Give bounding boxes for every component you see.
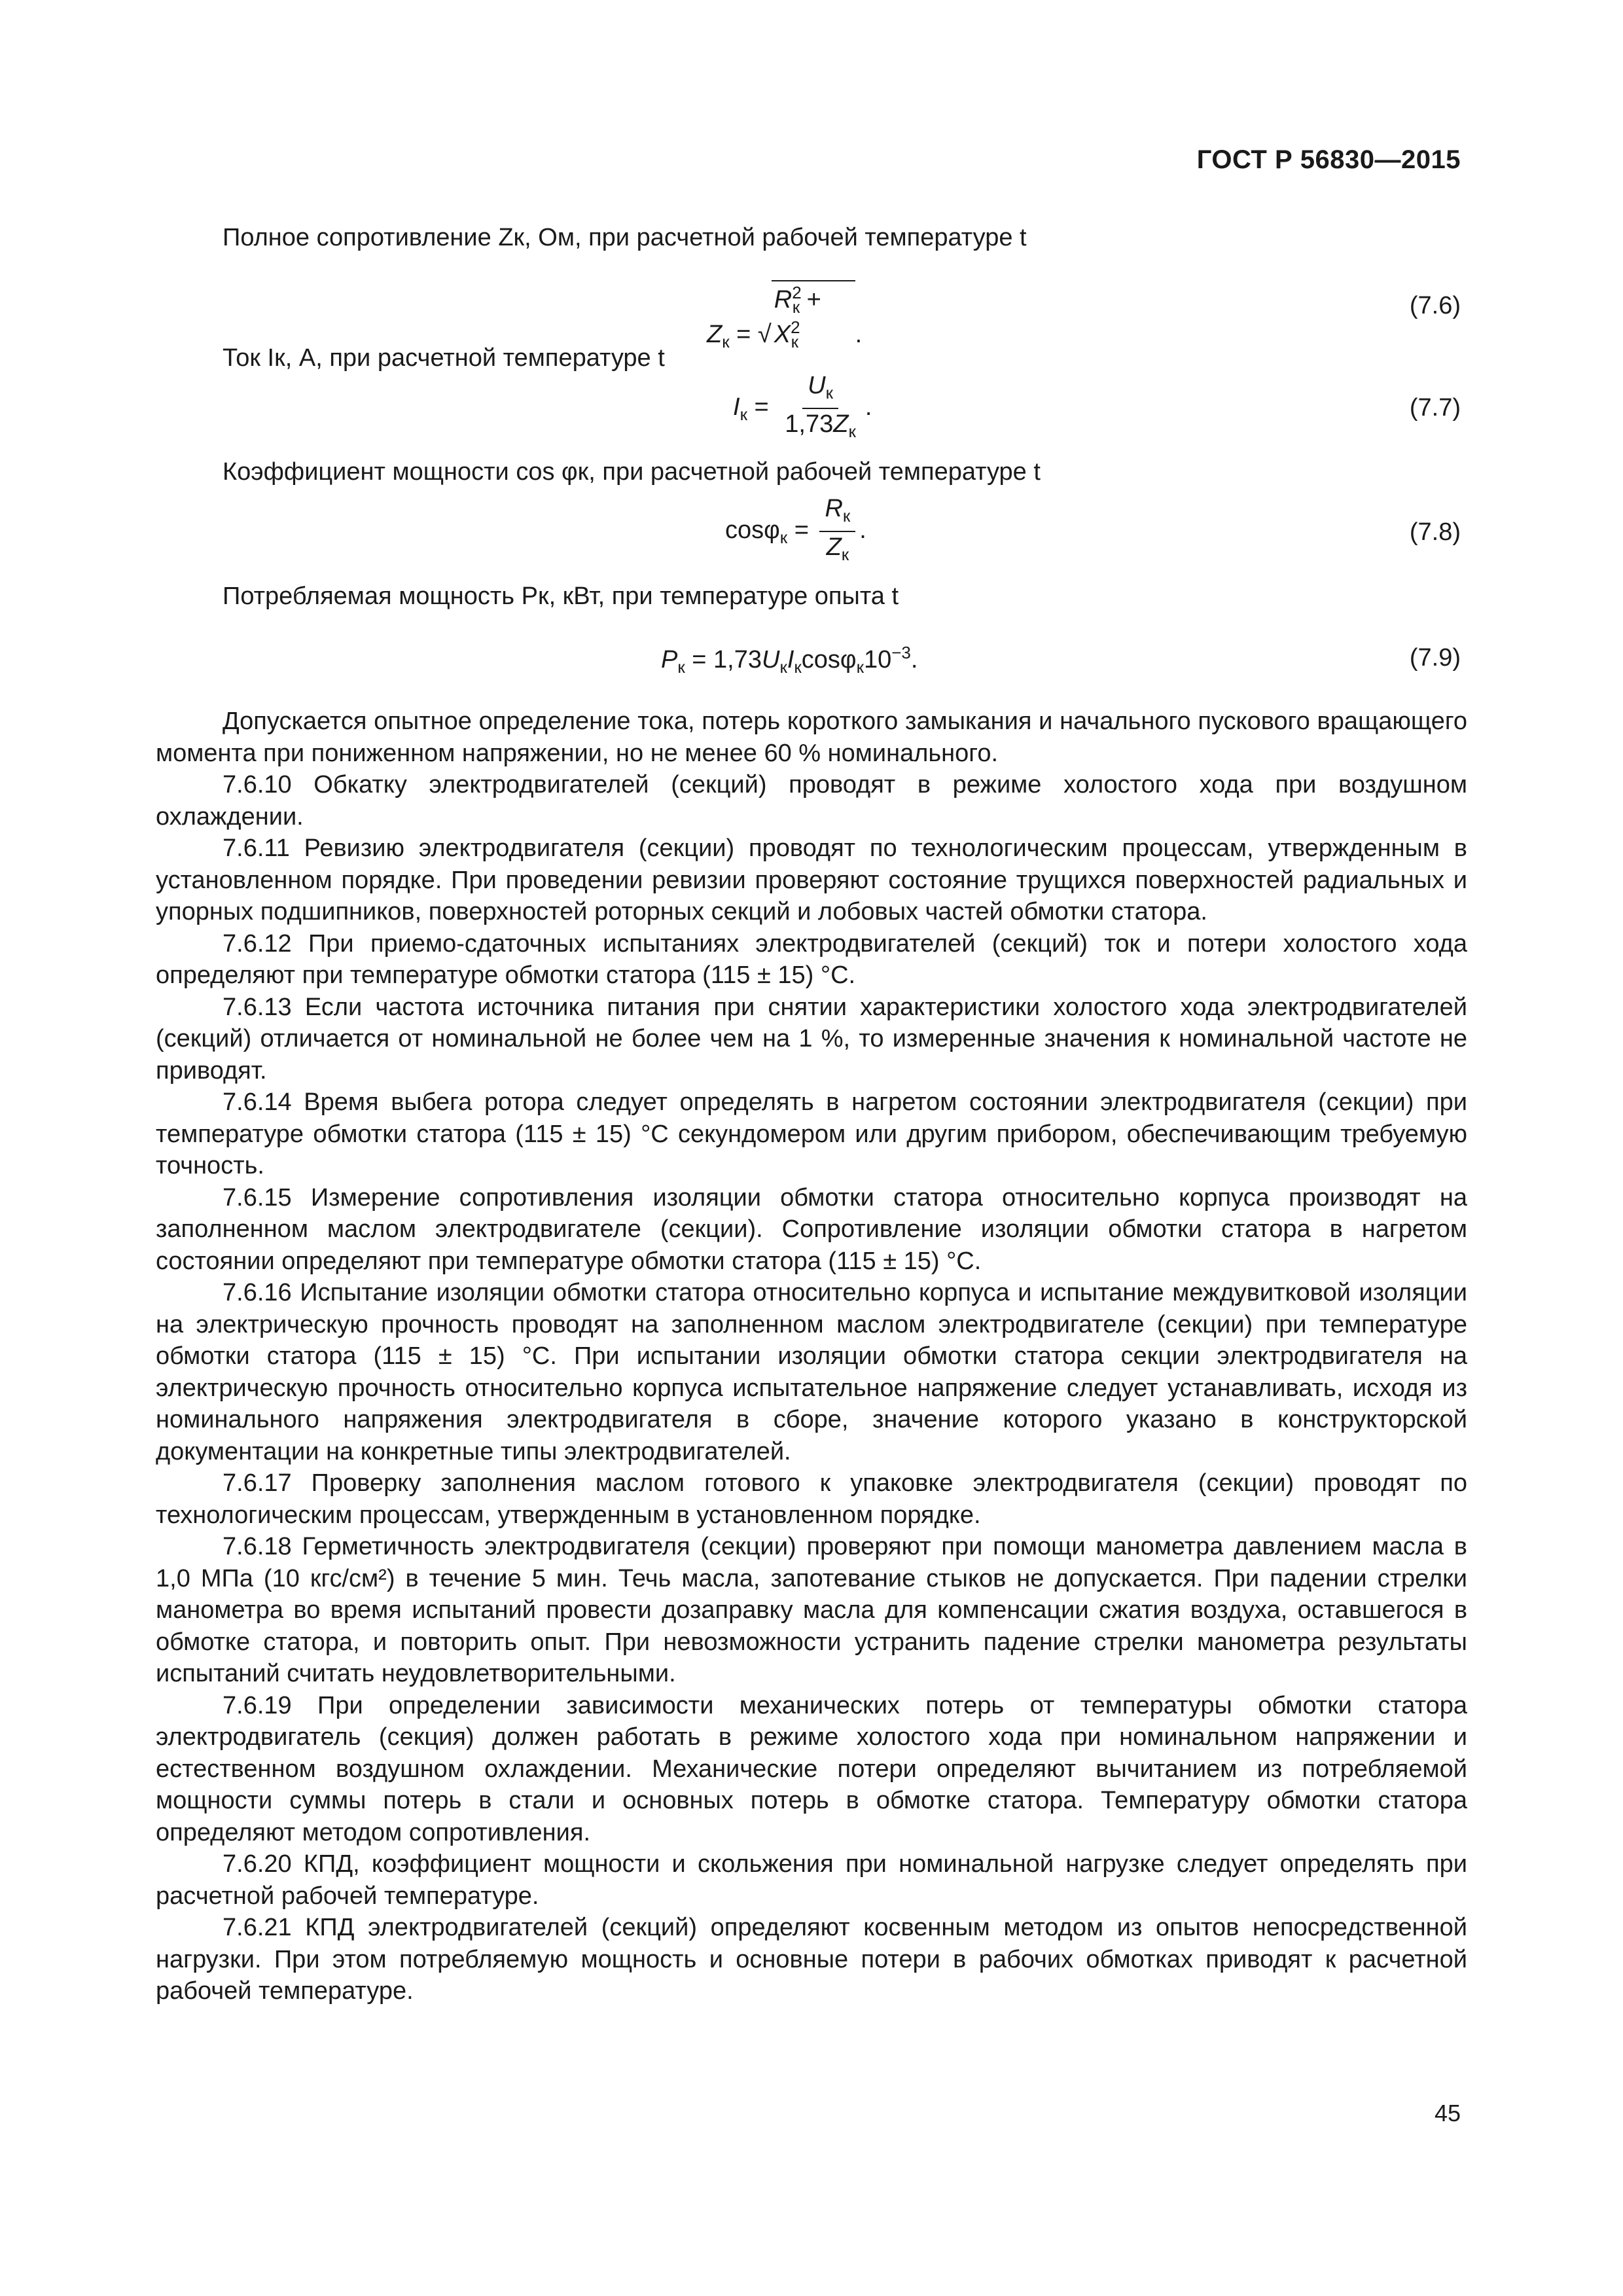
paragraph: 7.6.11 Ревизию электродвигателя (секции) проводят по технологическим процессам, утвержденным в установленном порядке. При проведении ревизии проверяют состояние трущихся поверхностей радиальных и упорных подшипников, поверхностей роторных секций и лобовых частей обмотки статора. — [156, 834, 1467, 925]
paragraph: Допускается опытное определение тока, потерь короткого замыкания и начального пускового вращающего момента при пониженном напряжении, но не менее 60 % номинального. — [156, 708, 1467, 767]
paragraph: 7.6.15 Измерение сопротивления изоляции обмотки статора относительно корпуса производят на заполненном маслом электродвигателе (секции). Сопротивление изоляции обмотки статора в нагретом состоянии определяют при температуре обмотки статора (115 ± 15) °С. — [156, 1183, 1467, 1275]
paragraph: 7.6.21 КПД электродвигателей (секций) определяют косвенным методом из опытов непосредственной нагрузки. При этом потребляемую мощность и основные потери в рабочих обмотках приводят к расчетной рабочей температуре. — [156, 1914, 1467, 2005]
paragraph: 7.6.14 Время выбега ротора следует определять в нагретом состоянии электродвигателя (секции) при температуре обмотки статора (115 ± 15) °С секундомером или другим прибором, обеспечивающим требуемую точность. — [156, 1088, 1467, 1179]
paragraph: 7.6.10 Обкатку электродвигателей (секций) проводят в режиме холостого хода при воздушном охлаждении. — [156, 771, 1467, 831]
equation-number: (7.7) — [1409, 394, 1461, 422]
coefficient: 1,73 — [785, 410, 834, 438]
paragraph: 7.6.17 Проверку заполнения маслом готового к упаковке электродвигателя (секции) проводят по технологическим процессам, утвержденным в установленном порядке. — [156, 1469, 1467, 1529]
paragraph: 7.6.19 При определении зависимости механических потерь от температуры обмотки статора электродвигатель (секция) должен работать в режиме холостого хода при номинальном напряжении и естественном воздушном охлаждении. Механические потери определяют вычитанием из потребляемой мощности суммы потерь в стали и основных потерь в обмотке статора. Температуру обмотки статора определяют методом сопротивления. — [156, 1691, 1467, 1846]
impedance-intro: Полное сопротивление Zк, Ом, при расчетной рабочей температуре t — [223, 224, 1027, 251]
formula-7-6: $Z_к = √R^2_к + X^2_к$ . — [707, 280, 862, 352]
cos-symbol: cos — [725, 516, 764, 545]
power-factor: 10 — [863, 646, 892, 673]
document-header: ГОСТ Р 56830—2015 — [1196, 145, 1461, 174]
coefficient: 1,73 — [713, 646, 762, 673]
formula-7-7: $I_к$ = $\frac{U_к}{1,73Z_к}$ . — [733, 372, 872, 441]
equation-number: (7.6) — [1409, 292, 1461, 319]
power-intro: Потребляемая мощность Pк, кВт, при температуре опыта t — [223, 583, 899, 610]
page-number: 45 — [1434, 2100, 1461, 2126]
current-intro: Ток Iк, А, при расчетной температуре t — [223, 344, 665, 372]
cos-symbol: cos — [801, 646, 840, 673]
paragraph: 7.6.12 При приемо-сдаточных испытаниях электродвигателей (секций) ток и потери холостого хода определяют при температуре обмотки статора (115 ± 15) °С. — [156, 929, 1467, 989]
formula-7-9: $P_к = 1,73U_кI_к\cos\varphi_к10^{-3}$. — [661, 643, 918, 677]
paragraph: 7.6.18 Герметичность электродвигателя (секции) проверяют при помощи манометра давлением масла в 1,0 МПа (10 кгс/см²) в течение 5 мин. Течь масла, запотевание стыков не допускается. При падении стрелки манометра во время испытаний провести дозаправку масла для компенсации сжатия воздуха, оставшегося в обмотке статора, и повторить опыт. При невозможности устранить падение стрелки манометра результаты испытаний считать неудовлетворительными. — [156, 1533, 1467, 1687]
formula-7-8: cosφ$_к$ = $\frac{R_к}{Z_к}$ . — [725, 495, 866, 564]
equation-number: (7.9) — [1409, 644, 1461, 672]
paragraph: 7.6.20 КПД, коэффициент мощности и скольжения при номинальной нагрузке следует определять при расчетной рабочей температуре. — [156, 1850, 1467, 1910]
paragraph: 7.6.13 Если частота источника питания при снятии характеристики холостого хода электродвигателей (секций) отличается от номинальной не более чем на 1 %, то измеренные значения к номинальной частоте не приводят. — [156, 993, 1467, 1085]
cos-intro: Коэффициент мощности cos φк, при расчетной рабочей температуре t — [223, 458, 1041, 486]
body-text — [156, 706, 1467, 2007]
equation-number: (7.8) — [1409, 518, 1461, 546]
paragraph: 7.6.16 Испытание изоляции обмотки статора относительно корпуса и испытание междувитковой изоляции на электрическую прочность проводят на заполненном маслом электродвигателе (секции) при температуре обмотки статора (115 ± 15) °С. При испытании изоляции обмотки статора секции электродвигателя на электрическую прочность относительно корпуса испытательное напряжение следует устанавливать, исходя из номинального напряжения электродвигателя в сборе, значение которого указано в конструкторской документации на конкретные типы электродвигателей. — [156, 1279, 1467, 1465]
power-exponent: −3 — [891, 643, 911, 662]
